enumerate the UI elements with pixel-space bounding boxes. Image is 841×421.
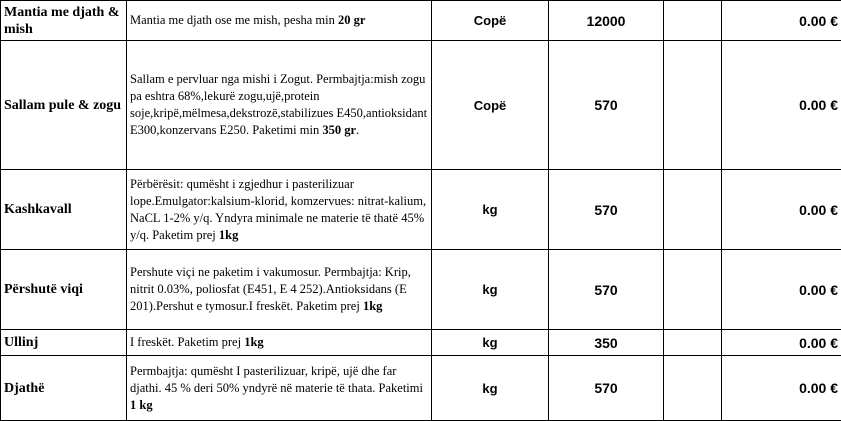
description-text: Pershute viçi ne paketim i vakumosur. Permbajtja: Krip, nitrit 0.03%, poliosfat (E451, E 4 252).Antioksidans (E 201).Pershut e tymosur.I freskët. Paketim prej [130, 265, 411, 313]
empty-cell [664, 250, 722, 330]
product-description [127, 356, 432, 421]
price-cell: 0.00 € [722, 1, 841, 41]
product-name: Sallam pule & zogu [1, 41, 127, 170]
description-bold-text: 1 kg [130, 398, 153, 412]
product-description [127, 1, 432, 41]
unit-cell: Copë [432, 41, 549, 170]
quantity-cell: 350 [549, 330, 664, 356]
quantity-cell: 570 [549, 41, 664, 170]
quantity-cell: 12000 [549, 1, 664, 41]
table-row [1, 1, 841, 41]
table-row [1, 356, 841, 421]
price-cell: 0.00 € [722, 41, 841, 170]
product-name: Kashkavall [1, 170, 127, 250]
description-bold-text: 1kg [363, 299, 382, 313]
product-description [127, 41, 432, 170]
empty-cell [664, 356, 722, 421]
price-cell: 0.00 € [722, 356, 841, 421]
unit-cell: kg [432, 356, 549, 421]
description-text: . [356, 123, 359, 137]
price-cell: 0.00 € [722, 170, 841, 250]
description-bold-text: 1kg [219, 228, 238, 242]
product-name: Përshutë viqi [1, 250, 127, 330]
description-text: Mantia me djath ose me mish, pesha min [130, 13, 338, 27]
empty-cell [664, 170, 722, 250]
price-cell: 0.00 € [722, 330, 841, 356]
unit-cell: kg [432, 330, 549, 356]
unit-cell: Copë [432, 1, 549, 41]
product-description [127, 170, 432, 250]
product-name: Ullinj [1, 330, 127, 356]
unit-cell: kg [432, 170, 549, 250]
product-name: Djathë [1, 356, 127, 421]
quantity-cell: 570 [549, 356, 664, 421]
description-text: Përbërësit: qumësht i zgjedhur i pasterilizuar lope.Emulgator:kalsium-klorid, komzervues: nitrat-kalium, NaCL 1-2% y/q. Yndyra minimale ne materie të thatë 45% y/q. Paketim prej [130, 177, 426, 242]
product-name: Mantia me djath & mish [1, 1, 127, 41]
empty-cell [664, 41, 722, 170]
description-bold-text: 1kg [244, 335, 263, 349]
empty-cell [664, 330, 722, 356]
description-text: I freskët. Paketim prej [130, 335, 244, 349]
quantity-cell: 570 [549, 250, 664, 330]
table-row [1, 250, 841, 330]
table-row [1, 330, 841, 356]
product-description [127, 330, 432, 356]
description-text: Permbajtja: qumësht I pasterilizuar, kripë, ujë dhe far djathi. 45 % deri 50% yndyrë në materie të thata. Paketimi [130, 364, 423, 395]
table-row [1, 170, 841, 250]
table-row [1, 41, 841, 170]
price-cell: 0.00 € [722, 250, 841, 330]
quantity-cell: 570 [549, 170, 664, 250]
unit-cell: kg [432, 250, 549, 330]
description-bold-text: 20 gr [338, 13, 365, 27]
empty-cell [664, 1, 722, 41]
product-description [127, 250, 432, 330]
description-bold-text: 350 gr [322, 123, 356, 137]
description-text: Sallam e pervluar nga mishi i Zogut. Permbajtja:mish zogu pa eshtra 68%,lekurë zogu,ujë,protein soje,kripë,mëlmesa,dekstrozë,stabilizues E450,antioksidant E300,konzervans E250. Paketimi min [130, 72, 427, 137]
